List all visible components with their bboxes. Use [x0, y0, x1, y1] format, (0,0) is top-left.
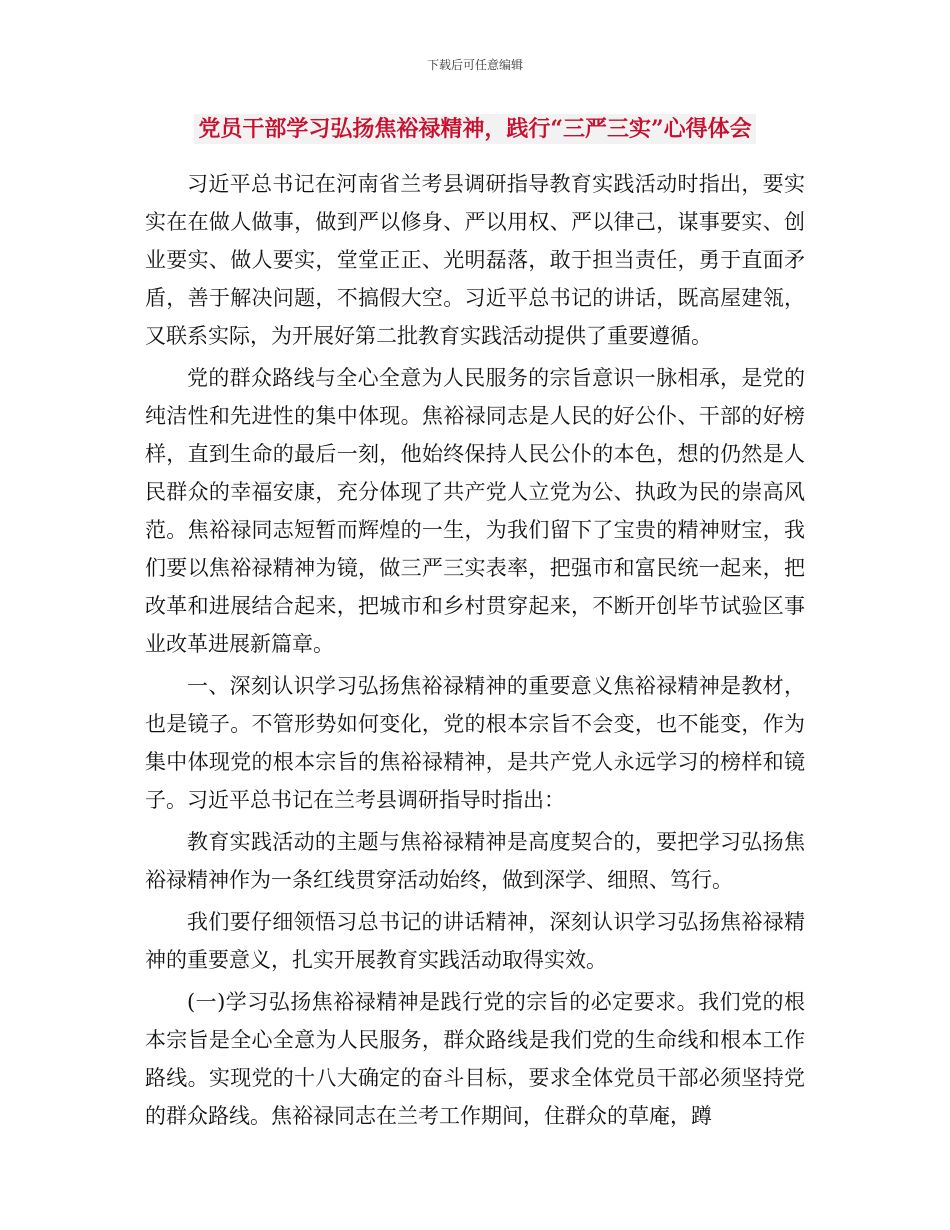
paragraph-2: 党的群众路线与全心全意为人民服务的宗旨意识一脉相承，是党的纯洁性和先进性的集中体现。焦裕禄同志是人民的好公仆、干部的好榜样，直到生命的最后一刻，他始终保持人民公仆的本色，想的仍然是人民群众的幸福安康，充分体现了共产党人立党为公、执政为民的崇高风范。焦裕禄同志短暂而辉煌的一生，为我们留下了宝贵的精神财宝，我们要以焦裕禄精神为镜，做三严三实表率，把强市和富民统一起来，把改革和进展结合起来，把城市和乡村贯穿起来，不断开创毕节试验区事业改革进展新篇章。	[145, 366, 805, 656]
paragraph-4: 教育实践活动的主题与焦裕禄精神是高度契合的，要把学习弘扬焦裕禄精神作为一条红线贯穿活动始终，做到深学、细照、笃行。	[145, 830, 805, 892]
paragraph-5: 我们要仔细领悟习总书记的讲话精神，深刻认识学习弘扬焦裕禄精神的重要意义，扎实开展教育实践活动取得实效。	[145, 910, 805, 972]
paragraph-3: 一、深刻认识学习弘扬焦裕禄精神的重要意义焦裕禄精神是教材，也是镜子。不管形势如何变化，党的根本宗旨不会变，也不能变，作为集中体现党的根本宗旨的焦裕禄精神，是共产党人永远学习的榜样和镜子。习近平总书记在兰考县调研指导时指出：	[145, 674, 805, 812]
paragraph-6: (一)学习弘扬焦裕禄精神是践行党的宗旨的必定要求。我们党的根本宗旨是全心全意为人民服务，群众路线是我们党的生命线和根本工作路线。实现党的十八大确定的奋斗目标，要求全体党员干部必须坚持党的群众路线。焦裕禄同志在兰考工作期间，住群众的草庵，蹲	[145, 990, 805, 1128]
document-title-wrapper	[0, 112, 950, 143]
document-body	[145, 165, 805, 1139]
paragraph-1: 习近平总书记在河南省兰考县调研指导教育实践活动时指出，要实实在在做人做事，做到严以修身、严以用权、严以律己，谋事要实、创业要实、做人要实，堂堂正正、光明磊落，敢于担当责任，勇于直面矛盾，善于解决问题，不搞假大空。习近平总书记的讲话，既高屋建瓴，又联系实际，为开展好第二批教育实践活动提供了重要遵循。	[145, 172, 805, 348]
document-title: 党员干部学习弘扬焦裕禄精神，践行“三严三实”心得体会	[194, 114, 755, 144]
header-note: 下载后可任意编辑	[426, 58, 523, 72]
